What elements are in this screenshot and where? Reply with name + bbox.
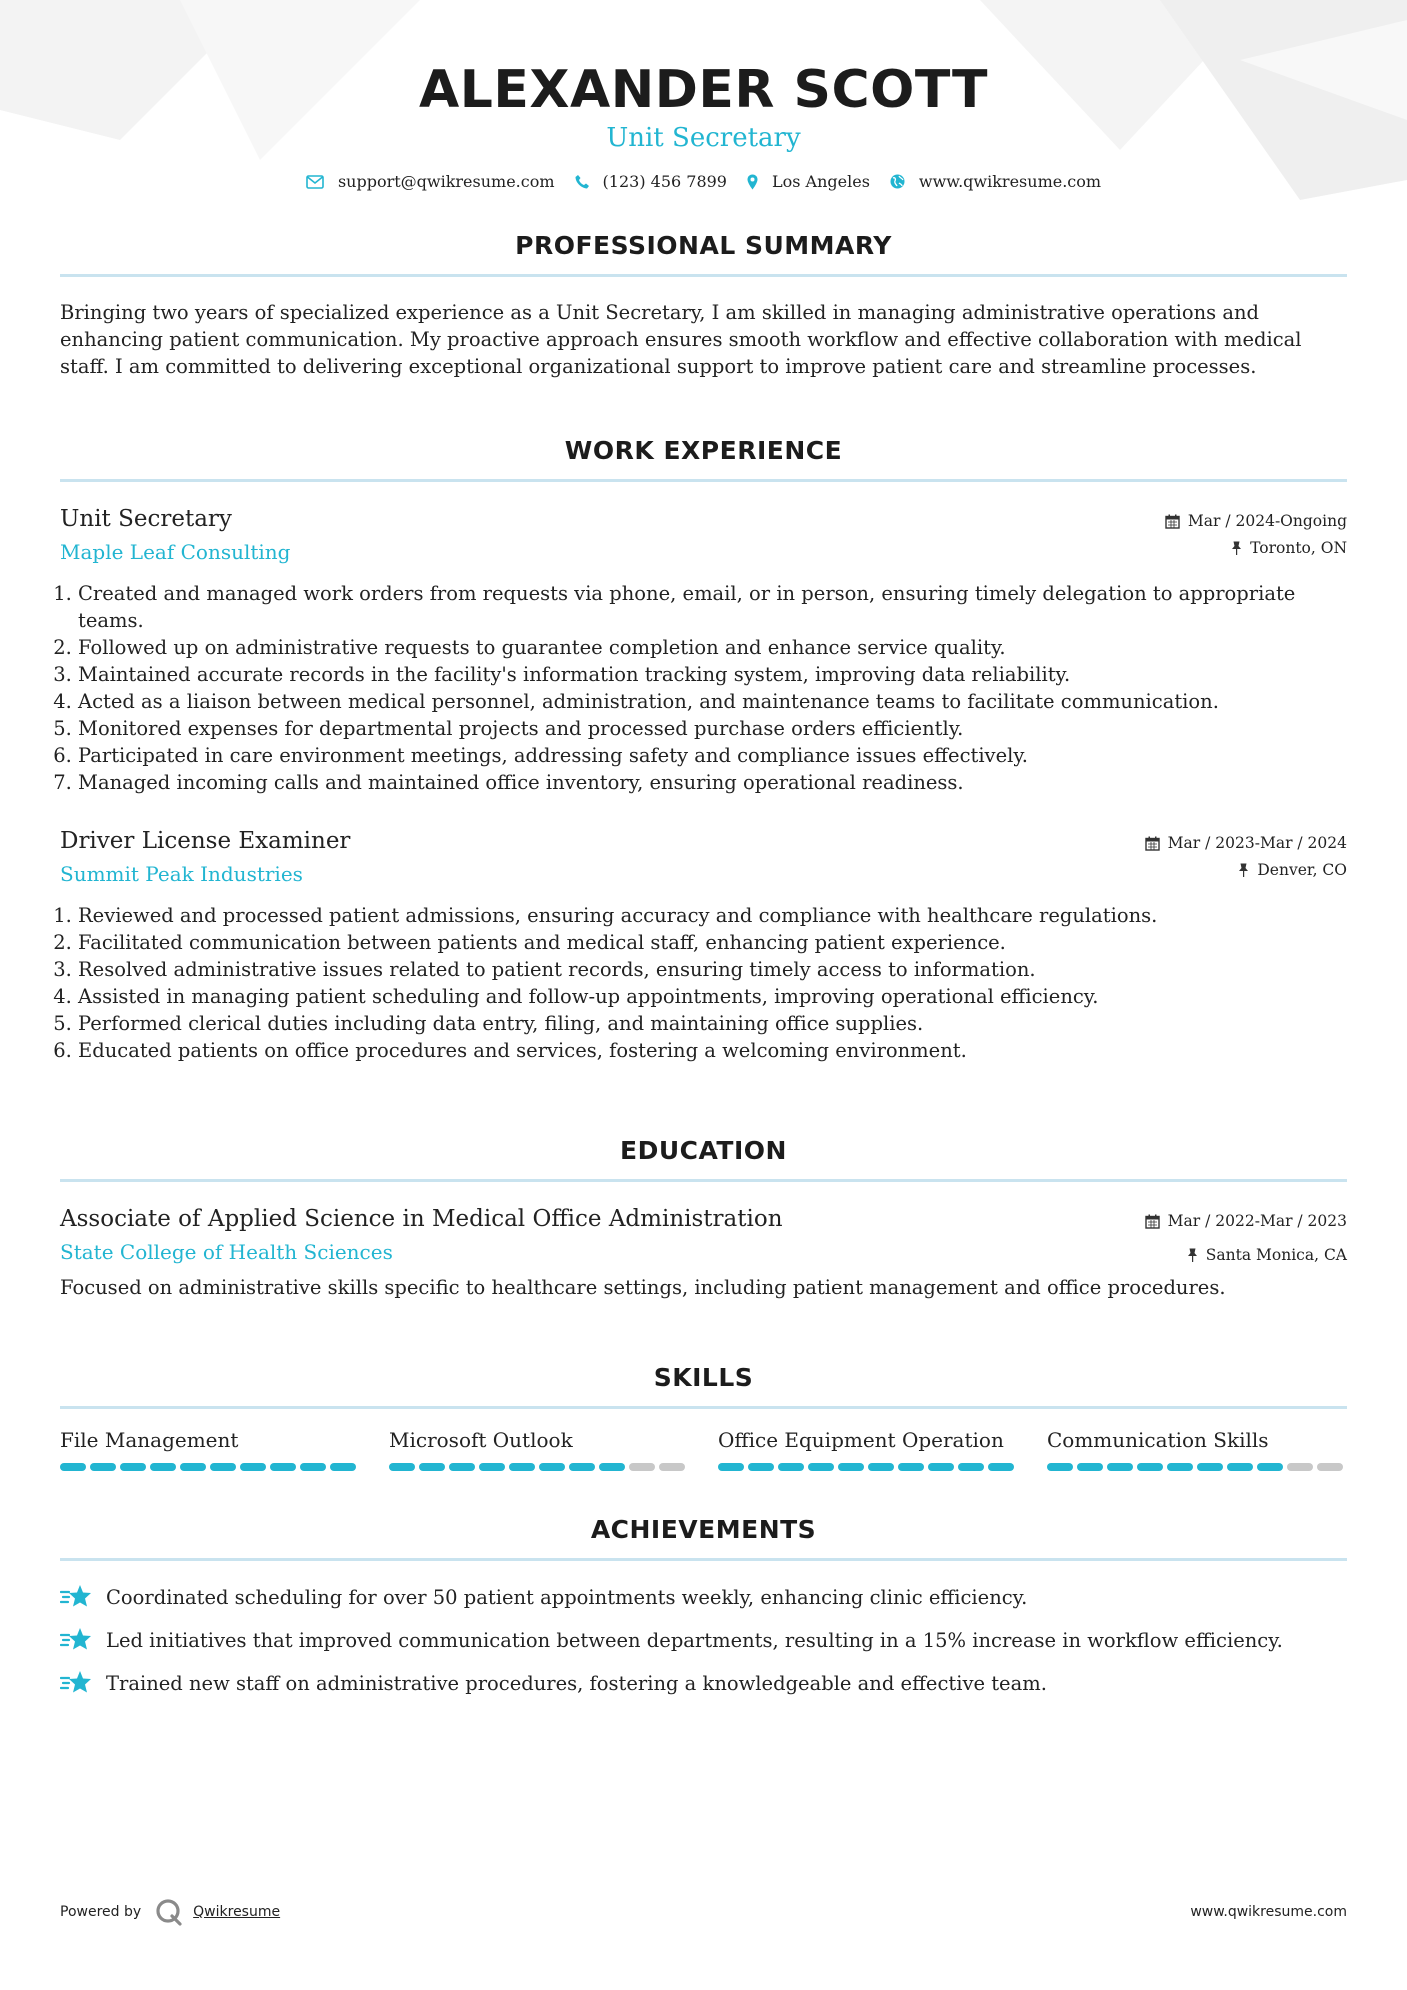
skill-segment-filled xyxy=(1227,1463,1253,1471)
skill-segment-filled xyxy=(1077,1463,1103,1471)
skill-name: Communication Skills xyxy=(1047,1428,1269,1452)
candidate-name: ALEXANDER SCOTT xyxy=(418,60,989,120)
education-dates xyxy=(1145,1211,1347,1231)
list-item: 2. Followed up on administrative requests to guarantee completion and enhance service quality. xyxy=(78,634,1347,661)
achievement-text: Led initiatives that improved communication between departments, resulting in a 15% increase in workflow efficiency. xyxy=(106,1628,1283,1652)
list-item: 6. Participated in care environment meetings, addressing safety and compliance issues effectively. xyxy=(78,742,1347,769)
skill-segment-empty xyxy=(659,1463,685,1471)
skill-segment-filled xyxy=(210,1463,236,1471)
skill-segment-filled xyxy=(389,1463,415,1471)
education-section xyxy=(60,1136,1347,1301)
phone-text: (123) 456 7899 xyxy=(602,172,727,191)
skill-segment-filled xyxy=(90,1463,116,1471)
skill-segment-filled xyxy=(1047,1463,1073,1471)
page-footer xyxy=(60,1898,1347,1926)
skill-segment-filled xyxy=(60,1463,86,1471)
skills-section xyxy=(60,1363,1347,1471)
skill-segment-filled xyxy=(569,1463,595,1471)
job-company: Summit Peak Industries xyxy=(60,862,303,886)
skills-list xyxy=(60,1427,1347,1471)
list-item: 3. Maintained accurate records in the facility's information tracking system, improving data reliability. xyxy=(78,661,1347,688)
skill-segment-filled xyxy=(539,1463,565,1471)
calendar-icon xyxy=(1165,514,1180,529)
summary-text: Bringing two years of specialized experience as a Unit Secretary, I am skilled in managing administrative operations and enhancing patient communication. My proactive approach ensures smooth workflow and effective collaboration with medical staff. I am committed to delivering exceptional organizational support to improve patient care and streamline processes. xyxy=(60,301,1302,378)
list-item: 5. Performed clerical duties including data entry, filing, and maintaining office supplies. xyxy=(78,1010,1347,1037)
education-description: Focused on administrative skills specific to healthcare settings, including patient management and office procedures. xyxy=(60,1276,1226,1299)
job-bullets xyxy=(60,902,1347,1064)
education-entry xyxy=(60,1204,1347,1301)
summary-section xyxy=(60,231,1347,380)
achievement-item xyxy=(60,1669,1347,1697)
pin-icon xyxy=(1231,541,1242,555)
skill-segment-filled xyxy=(928,1463,954,1471)
section-divider xyxy=(60,1179,1347,1182)
contact-phone[interactable] xyxy=(575,172,727,191)
skill-segment-filled xyxy=(150,1463,176,1471)
list-item: 3. Resolved administrative issues related to patient records, ensuring timely access to information. xyxy=(78,956,1347,983)
skill-item xyxy=(1047,1427,1347,1471)
skill-name: Office Equipment Operation xyxy=(718,1428,1004,1452)
achievement-text: Coordinated scheduling for over 50 patient appointments weekly, enhancing clinic efficiency. xyxy=(106,1585,1028,1609)
skill-segment-filled xyxy=(300,1463,326,1471)
dates-text: Mar / 2023-Mar / 2024 xyxy=(1167,834,1347,852)
skill-item xyxy=(718,1427,1018,1471)
contact-location xyxy=(747,172,870,191)
section-divider xyxy=(60,479,1347,482)
skill-segment-filled xyxy=(449,1463,475,1471)
skill-segment-filled xyxy=(599,1463,625,1471)
mail-icon xyxy=(306,175,324,189)
skill-segment-filled xyxy=(778,1463,804,1471)
skill-item xyxy=(389,1427,689,1471)
achievement-item xyxy=(60,1583,1347,1611)
job-entry xyxy=(60,826,1347,1064)
map-marker-icon xyxy=(747,174,758,190)
powered-by-label: Powered by xyxy=(60,1904,142,1920)
website-text: www.qwikresume.com xyxy=(918,172,1102,191)
dates-text: Mar / 2024-Ongoing xyxy=(1187,512,1347,530)
job-company: Maple Leaf Consulting xyxy=(60,540,291,564)
summary-title: PROFESSIONAL SUMMARY xyxy=(515,231,892,260)
education-title: EDUCATION xyxy=(620,1136,787,1165)
job-dates xyxy=(1145,833,1347,853)
email-text: support@qwikresume.com xyxy=(337,172,555,191)
skill-segment-filled xyxy=(270,1463,296,1471)
achievements-section xyxy=(60,1515,1347,1697)
skill-segment-filled xyxy=(958,1463,984,1471)
skill-segment-filled xyxy=(330,1463,356,1471)
dates-text: Mar / 2022-Mar / 2023 xyxy=(1167,1212,1347,1230)
location-text: Denver, CO xyxy=(1257,861,1347,879)
location-text: Santa Monica, CA xyxy=(1205,1246,1347,1264)
location-text: Toronto, ON xyxy=(1250,539,1347,557)
skill-segment-empty xyxy=(629,1463,655,1471)
experience-title: WORK EXPERIENCE xyxy=(564,436,843,465)
list-item: 4. Assisted in managing patient scheduling and follow-up appointments, improving operational efficiency. xyxy=(78,983,1347,1010)
skill-segment-filled xyxy=(180,1463,206,1471)
skill-level-bar xyxy=(718,1463,1018,1471)
skill-name: Microsoft Outlook xyxy=(389,1428,573,1452)
skill-segment-empty xyxy=(1317,1463,1343,1471)
skills-title: SKILLS xyxy=(653,1363,754,1392)
skill-segment-filled xyxy=(718,1463,744,1471)
candidate-role: Unit Secretary xyxy=(606,123,801,153)
section-divider xyxy=(60,1406,1347,1409)
star-icon xyxy=(60,1583,92,1611)
list-item: 2. Facilitated communication between patients and medical staff, enhancing patient experience. xyxy=(78,929,1347,956)
skill-segment-filled xyxy=(419,1463,445,1471)
qwikresume-logo-icon xyxy=(155,1898,183,1926)
skill-name: File Management xyxy=(60,1428,239,1452)
job-entry xyxy=(60,504,1347,796)
job-bullets xyxy=(60,580,1347,796)
list-item: 1. Reviewed and processed patient admissions, ensuring accuracy and compliance with healthcare regulations. xyxy=(78,902,1347,929)
qwikresume-link[interactable]: Qwikresume xyxy=(193,1904,281,1920)
location-text: Los Angeles xyxy=(771,172,870,191)
education-location xyxy=(1145,1245,1347,1265)
skill-segment-filled xyxy=(479,1463,505,1471)
list-item: 6. Educated patients on office procedures and services, fostering a welcoming environment. xyxy=(78,1037,1347,1064)
skill-level-bar xyxy=(389,1463,689,1471)
job-location xyxy=(1145,860,1347,880)
list-item: 1. Created and managed work orders from requests via phone, email, or in person, ensuring timely delegation to appropriate teams. xyxy=(78,580,1347,634)
skill-level-bar xyxy=(1047,1463,1347,1471)
skill-item xyxy=(60,1427,360,1471)
skill-segment-filled xyxy=(898,1463,924,1471)
skill-segment-filled xyxy=(1257,1463,1283,1471)
contact-bar xyxy=(60,172,1347,191)
star-icon xyxy=(60,1669,92,1697)
achievement-text: Trained new staff on administrative procedures, fostering a knowledgeable and effective team. xyxy=(106,1671,1047,1695)
skill-segment-filled xyxy=(748,1463,774,1471)
pin-icon xyxy=(1187,1248,1198,1262)
skill-segment-filled xyxy=(1107,1463,1133,1471)
skill-segment-filled xyxy=(808,1463,834,1471)
skill-segment-filled xyxy=(988,1463,1014,1471)
section-divider xyxy=(60,1558,1347,1561)
job-title: Driver License Examiner xyxy=(60,828,351,854)
skill-segment-filled xyxy=(838,1463,864,1471)
job-location xyxy=(1165,538,1347,558)
experience-section xyxy=(60,436,1347,1064)
skill-segment-filled xyxy=(1197,1463,1223,1471)
contact-website[interactable] xyxy=(890,172,1101,191)
skill-segment-empty xyxy=(1287,1463,1313,1471)
job-dates xyxy=(1165,511,1347,531)
phone-icon xyxy=(575,174,589,189)
list-item: 7. Managed incoming calls and maintained office inventory, ensuring operational readiness. xyxy=(78,769,1347,796)
school-name: State College of Health Sciences xyxy=(60,1240,393,1264)
calendar-icon xyxy=(1145,1214,1160,1229)
list-item: 4. Acted as a liaison between medical personnel, administration, and maintenance teams to facilitate communication. xyxy=(78,688,1347,715)
star-icon xyxy=(60,1626,92,1654)
skill-segment-filled xyxy=(120,1463,146,1471)
achievements-list xyxy=(60,1583,1347,1697)
skill-segment-filled xyxy=(509,1463,535,1471)
skill-segment-filled xyxy=(868,1463,894,1471)
skill-segment-filled xyxy=(1167,1463,1193,1471)
globe-icon xyxy=(890,174,905,189)
skill-segment-filled xyxy=(1137,1463,1163,1471)
footer-website-link[interactable]: www.qwikresume.com xyxy=(1190,1904,1347,1920)
list-item: 5. Monitored expenses for departmental projects and processed purchase orders efficiently. xyxy=(78,715,1347,742)
calendar-icon xyxy=(1145,836,1160,851)
achievement-item xyxy=(60,1626,1347,1654)
job-title: Unit Secretary xyxy=(60,506,232,532)
pin-icon xyxy=(1238,863,1249,877)
skill-segment-filled xyxy=(240,1463,266,1471)
achievements-title: ACHIEVEMENTS xyxy=(590,1515,817,1544)
degree-title: Associate of Applied Science in Medical Office Administration xyxy=(60,1206,783,1232)
section-divider xyxy=(60,274,1347,277)
skill-level-bar xyxy=(60,1463,360,1471)
contact-email[interactable] xyxy=(306,172,555,191)
